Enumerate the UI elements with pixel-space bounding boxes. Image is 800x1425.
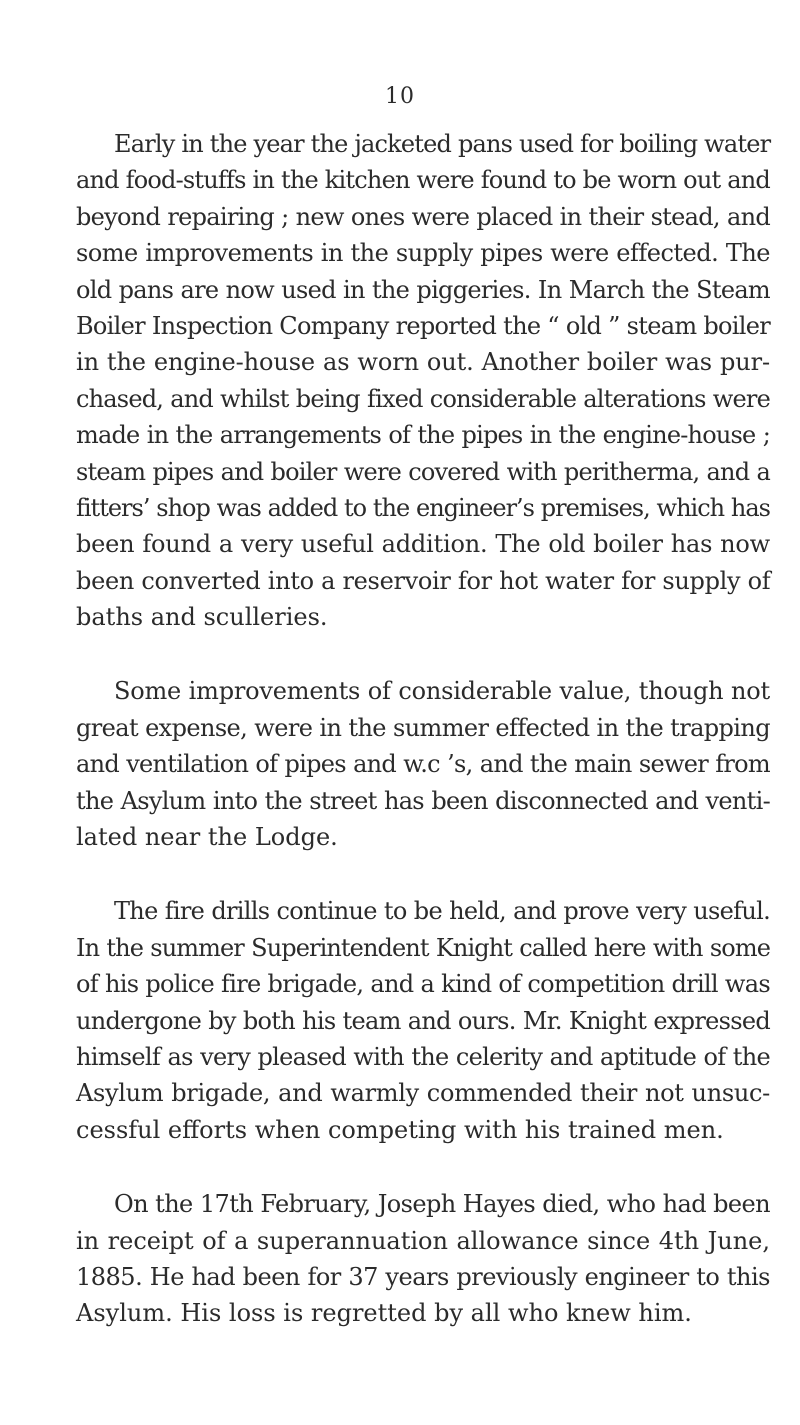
text-line: lated near the Lodge. [76, 823, 338, 852]
text-line: beyond repairing ; new ones were placed in their stead, and [76, 202, 770, 231]
text-line: 1885. He had been for 37 years previously engineer to this [76, 1262, 770, 1291]
text-line: the Asylum into the street has been disconnected and venti- [76, 786, 770, 815]
body-text [76, 126, 770, 1370]
text-line: great expense, were in the summer effected in the trapping [76, 713, 770, 742]
text-line: Boiler Inspection Company reported the “ old ” steam boiler [76, 311, 770, 340]
text-line: In the summer Superintendent Knight called here with some [76, 933, 770, 962]
text-line: and ventilation of pipes and w.c ’s, and the main sewer from [76, 750, 770, 779]
text-line: steam pipes and boiler were covered with peritherma, and a [76, 457, 770, 486]
paragraph-kitchen-boiler [76, 126, 770, 635]
page-number: 10 [385, 84, 415, 109]
text-line: Asylum. His loss is regretted by all who knew him. [76, 1299, 692, 1328]
text-line: Early in the year the jacketed pans used for boiling water [114, 130, 771, 158]
paragraph-obituary [76, 1186, 770, 1332]
text-line: in the engine-house as worn out. Another boiler was pur- [76, 348, 770, 377]
text-line: been converted into a reservoir for hot water for supply of [76, 566, 771, 595]
text-line: of his police fire brigade, and a kind of competition drill was [76, 970, 770, 999]
text-line: The fire drills continue to be held, and prove very useful. [114, 897, 770, 926]
text-line: fitters’ shop was added to the engineer’s premises, which has [76, 493, 770, 522]
text-line: Asylum brigade, and warmly commended their not unsuc- [76, 1079, 770, 1108]
paragraph-fire-drills [76, 893, 770, 1148]
text-line: old pans are now used in the piggeries. In March the Steam [76, 275, 770, 304]
text-line: baths and sculleries. [76, 603, 328, 632]
text-line: some improvements in the supply pipes were effected. The [76, 239, 770, 268]
text-line: himself as very pleased with the celerity and aptitude of the [76, 1042, 770, 1071]
text-line: in receipt of a superannuation allowance since 4th June, [76, 1226, 770, 1255]
text-line: chased, and whilst being fixed considerable alterations were [76, 384, 770, 413]
text-line: cessful efforts when competing with his trained men. [76, 1115, 724, 1144]
text-line: On the 17th February, Joseph Hayes died, who had been [114, 1190, 770, 1219]
text-line: undergone by both his team and ours. Mr. Knight expressed [76, 1006, 770, 1035]
paragraph-improvements [76, 673, 770, 855]
text-line: Some improvements of considerable value, though not [114, 677, 770, 706]
text-line: and food-stuffs in the kitchen were found to be worn out and [76, 166, 770, 195]
text-line: been found a very useful addition. The old boiler has now [76, 530, 770, 559]
text-line: made in the arrangements of the pipes in the engine-house ; [76, 421, 770, 450]
